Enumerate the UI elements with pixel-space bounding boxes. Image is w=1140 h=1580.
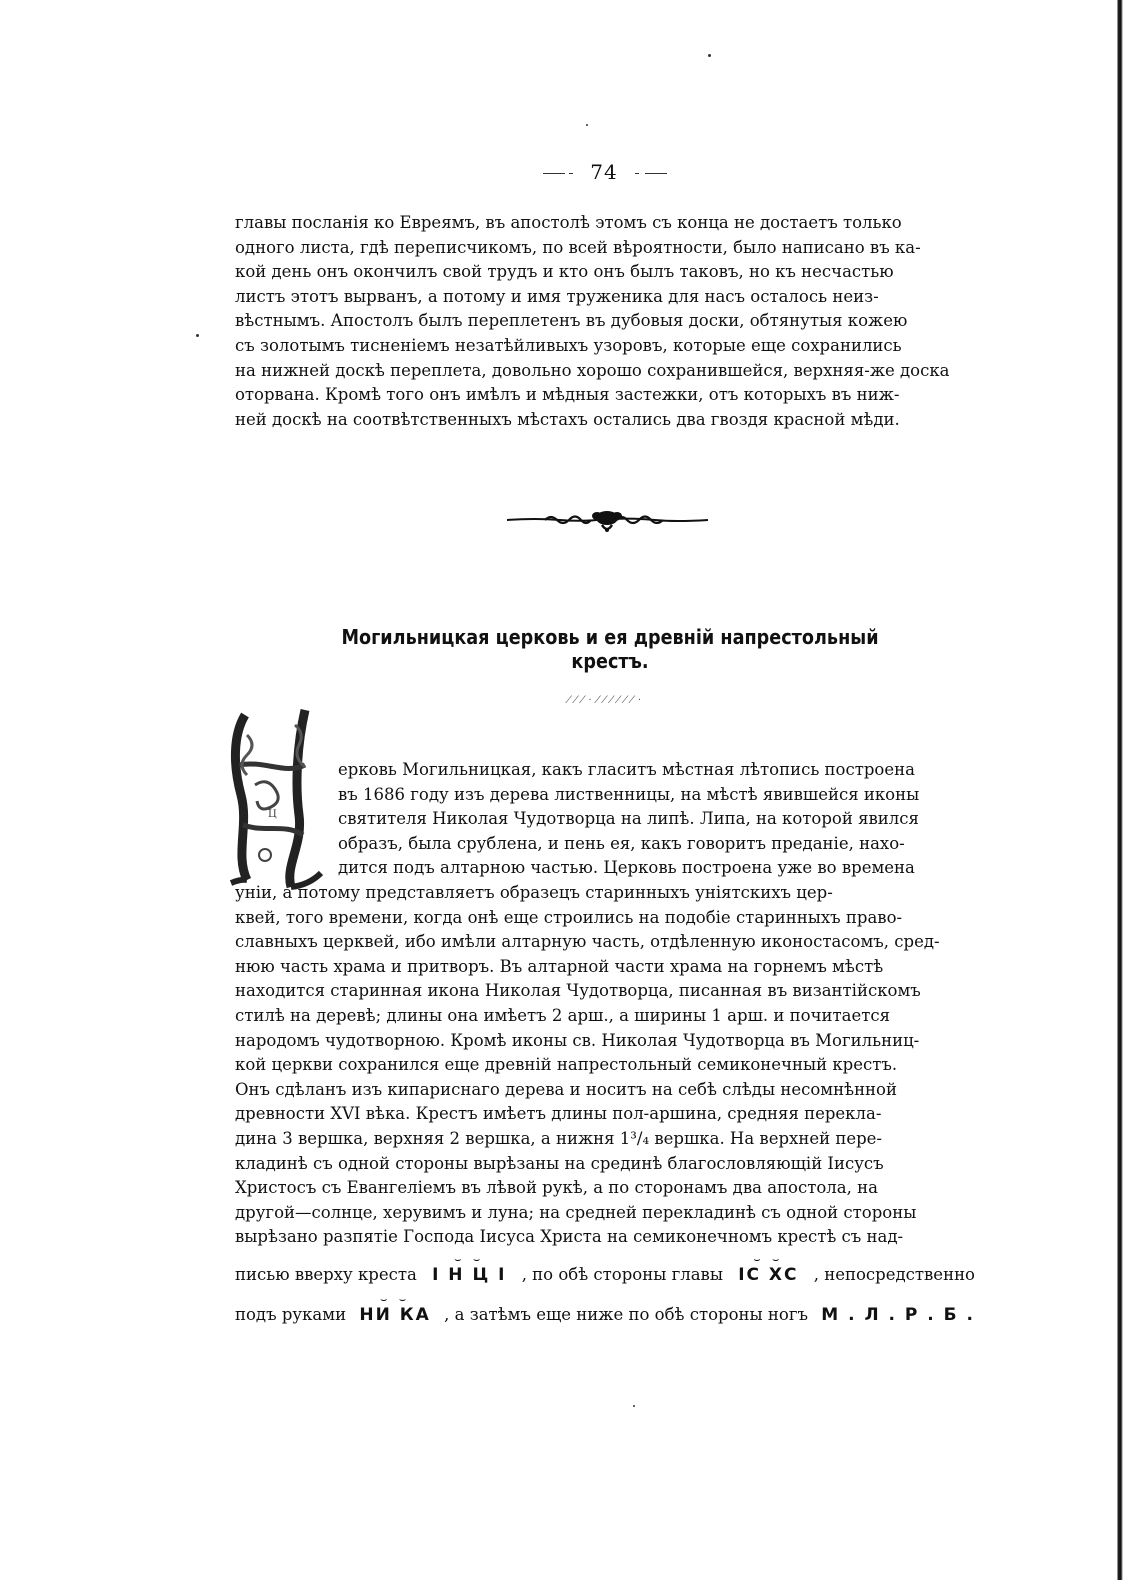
title-underline-marks: ⁄ ⁄ ⁄ · ⁄ ⁄ ⁄ ⁄ ⁄ ⁄ · [567, 695, 643, 706]
text-line: славныхъ церквей, ибо имѣли алтарную часть, отдѣленную иконостасомъ, сред- [235, 932, 940, 952]
section-title: Могильницкая церковь и ея древній напрестольный крестъ. [341, 625, 879, 673]
paragraph-opening [338, 758, 975, 881]
text-line: стилѣ на деревѣ; длины она имѣетъ 2 арш., а ширины 1 арш. и почитается [235, 1005, 890, 1025]
text-segment: подъ руками [235, 1305, 347, 1324]
slavonic-abbreviation [432, 1253, 507, 1285]
text-line: уніи, а потому представляетъ образецъ старинныхъ уніятскихъ цер- [235, 883, 833, 902]
abbreviation-text: ІС ХС [738, 1265, 799, 1285]
page-binding-edge [1117, 0, 1123, 1580]
text-line: съ золотымъ тисненіемъ незатѣйливыхъ узоровъ, которые еще сохранились [235, 335, 902, 355]
text-line: дина 3 вершка, верхняя 2 вершка, а нижня 1³/₄ вершка. На верхней пере- [235, 1128, 882, 1148]
text-line: образъ, была срублена, и пень ея, какъ говоритъ преданіе, нахо- [338, 833, 905, 853]
text-line: святителя Николая Чудотворца на липѣ. Липа, на которой явился [338, 809, 919, 829]
paragraph-body [235, 881, 975, 1250]
initial-letter-glyph: Ц [268, 809, 277, 820]
titlo-marks: ⌣ ⌣ [753, 1253, 784, 1266]
text-line: нюю часть храма и притворъ. Въ алтарной части храма на горнемъ мѣстѣ [235, 956, 884, 976]
text-line: Онъ сдѣланъ изъ кипариснаго дерева и носитъ на себѣ слѣды несомнѣнной [235, 1079, 897, 1099]
section-divider-ornament [505, 505, 710, 535]
titlo-marks: ⌣ ⌣ [454, 1253, 485, 1266]
page-number-header [530, 160, 680, 184]
text-line: оторвана. Кромѣ того онъ имѣлъ и мѣдныя застежки, отъ которыхъ въ ниж- [235, 385, 900, 405]
paragraph-continued [235, 211, 975, 432]
text-line: другой—солнце, херувимъ и луна; на средней перекладинѣ съ одной стороны [235, 1202, 917, 1222]
abbreviation-text: І Н Ц І [432, 1265, 507, 1285]
slavonic-abbreviation [821, 1305, 975, 1325]
text-line: квей, того времени, когда онѣ еще строились на подобіе старинныхъ право- [235, 907, 903, 927]
abbreviation-text: М . Л . Р . Б . [821, 1305, 975, 1325]
text-line: кой церкви сохранился еще древній напрестольный семиконечный крестъ. [235, 1055, 898, 1075]
text-line: кладинѣ съ одной стороны вырѣзаны на срединѣ благословляющій Іисусъ [235, 1153, 884, 1173]
text-line: кой день онъ окончилъ свой трудъ и кто онъ былъ таковъ, но къ несчастью [235, 262, 894, 282]
text-line: Христосъ съ Евангеліемъ въ лѣвой рукѣ, а по сторонамъ два апостола, на [235, 1178, 878, 1198]
text-segment: писью вверху креста [235, 1265, 417, 1284]
slavonic-abbreviation [359, 1293, 431, 1325]
decorated-initial-letter [225, 705, 335, 890]
text-segment: , а затѣмъ еще ниже по обѣ стороны ногъ [444, 1305, 808, 1324]
inscription-line-2 [235, 1293, 975, 1325]
text-line: древности XVI вѣка. Крестъ имѣетъ длины пол-аршина, средняя перекла- [235, 1104, 882, 1124]
text-line: въ 1686 году изъ дерева лиственницы, на мѣстѣ явившейся иконы [338, 784, 920, 804]
text-line: вырѣзано разпятіе Господа Іисуса Христа на семиконечномъ крестѣ съ над- [235, 1227, 904, 1247]
text-line: находится старинная икона Николая Чудотворца, писанная въ византійскомъ [235, 981, 921, 1001]
abbreviation-text: НИ КА [359, 1305, 431, 1325]
scan-speck [586, 124, 588, 126]
text-line: одного листа, гдѣ переписчикомъ, по всей вѣроятности, было написано въ ка- [235, 237, 921, 257]
text-line: листъ этотъ вырванъ, а потому и имя труженика для насъ осталось неиз- [235, 286, 879, 306]
text-segment: , непосредственно [813, 1265, 975, 1284]
text-line: ерковь Могильницкая, какъ гласитъ мѣстная лѣтопись построена [338, 760, 915, 779]
text-line: главы посланія ко Евреямъ, въ апостолѣ этомъ съ конца не достаетъ только [235, 213, 902, 232]
text-segment: , по обѣ стороны главы [521, 1265, 723, 1284]
text-line: на нижней доскѣ переплета, довольно хорошо сохранившейся, верхняя-же доска [235, 360, 950, 380]
text-line: вѣстнымъ. Апостолъ былъ переплетенъ въ дубовыя доски, обтянутыя кожею [235, 311, 908, 331]
text-line: ней доскѣ на соотвѣтственныхъ мѣстахъ остались два гвоздя красной мѣди. [235, 409, 900, 429]
titlo-marks: ⌣ ⌣ [380, 1293, 411, 1306]
slavonic-abbreviation [738, 1253, 799, 1285]
page-number: 74 [590, 160, 618, 184]
inscription-line-1 [235, 1253, 975, 1285]
scan-speck [196, 334, 199, 337]
text-line: дится подъ алтарною частью. Церковь построена уже во времена [338, 858, 915, 878]
text-line: народомъ чудотворною. Кромѣ иконы св. Николая Чудотворца въ Могильниц- [235, 1030, 920, 1050]
scan-speck [633, 1405, 635, 1407]
scan-speck [708, 54, 711, 57]
